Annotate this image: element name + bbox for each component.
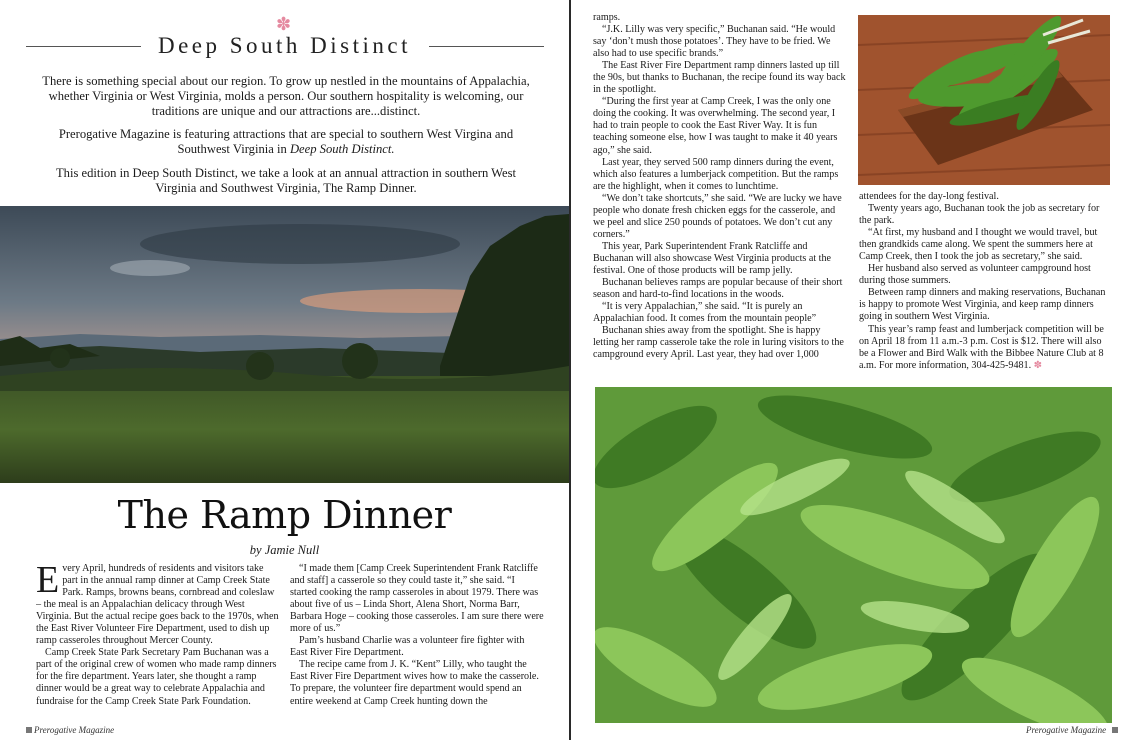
article-paragraph: Camp Creek State Park Secretary Pam Buchanan was a part of the original crew of women who made ramp dinners for the fire department. Years later, she thought a ramp dinner would be a great way to celebrate Appalachia and fundraise for the Camp Creek State Park Foundation. <box>36 647 277 707</box>
section-title: Deep South Distinct <box>157 33 412 58</box>
intro-paragraph-1: There is something special about our region. To grow up nestled in the mountains of Appalachia, whether Virginia or West Virginia, molds a person. Our southern hospitality is welcoming, our traditions are unique and our attractions are...distinct. <box>42 74 530 119</box>
article-paragraph: Her husband also served as volunteer campground host during those summers. <box>859 263 1091 287</box>
folio-square <box>26 727 32 733</box>
article-column-4 <box>859 191 1111 377</box>
article-paragraph: Last year, they served 500 ramp dinners during the event, which also features a lumberjack competition. But the ramps are the highlight, when it comes to lunchtime. <box>593 156 839 192</box>
flower-icon: ✽ <box>276 14 292 34</box>
article-paragraph: The recipe came from J. K. “Kent” Lilly, who taught the East River Fire Department wives how to make the casserole. To prepare, the volunteer fire department would spend an entire weekend at Camp Creek hunting down the <box>290 659 539 707</box>
article-paragraph: Between ramp dinners and making reservations, Buchanan is happy to promote West Virginia, and keep ramp dinners going in southern West Virginia. <box>859 287 1106 323</box>
article-paragraph: “At first, my husband and I thought we would travel, but then grandkids came along. We spent the summers here at Camp Creek, then I took the job as secretary,” she said. <box>859 227 1098 263</box>
drop-cap: E <box>36 563 60 601</box>
article-paragraph: “I made them [Camp Creek Superintendent Frank Ratcliffe and staff] a casserole so they could taste it,” she said. “I started cooking the ramp casseroles in about 1979. There was about five of us – Linda Short, Alena Short, Norma Barr, Barbara Hoge – cooking those casseroles. I am sure there were more of us.” <box>290 563 544 635</box>
article-column-2 <box>290 563 544 713</box>
ramp-leaves-photo <box>595 387 1112 723</box>
article-paragraph: “J.K. Lilly was very specific,” Buchanan said. “He would say ‘don’t mush those potatoes’. They have to be fried. We also had to use specific brands.” <box>593 24 836 60</box>
folio-square <box>1112 727 1118 733</box>
article-column-1 <box>36 563 280 713</box>
intro-paragraph-3: This edition in Deep South Distinct, we take a look at an annual attraction in southern West Virginia and Southwest Virginia, The Ramp Dinner. <box>55 166 517 196</box>
folio-right: Prerogative Magazine <box>1026 725 1107 735</box>
right-page <box>571 0 1139 740</box>
ramps-on-board-photo <box>858 15 1110 185</box>
article-paragraph: The East River Fire Department ramp dinners lasted up till the 90s, but thanks to Buchanan, the recipe found its way back in the spotlight. <box>593 60 846 96</box>
folio-left: Prerogative Magazine <box>34 725 115 735</box>
flower-icon: ✽ <box>1033 359 1043 371</box>
intro-italic-title: Deep South Distinct. <box>289 142 395 157</box>
article-column-3 <box>593 12 847 368</box>
article-paragraph: Buchanan believes ramps are popular because of their short season and hard-to-find locations in the woods. <box>593 277 843 301</box>
article-paragraph: “During the first year at Camp Creek, I was the only one doing the cooking. It was overwhelming. The second year, I had to train people to cook the East River Way. It is fun teaching someone else, how I was taught to make it 40 years ago,” she said. <box>593 96 838 156</box>
article-paragraph: “We don’t take shortcuts,” she said. “We are lucky we have people who donate fresh chicken eggs for the casserole, and we peel and slice 250 pounds of potatoes. We don’t cut any corners.” <box>593 192 842 240</box>
article-paragraph: Pam’s husband Charlie was a volunteer fire fighter with East River Fire Department. <box>290 635 525 659</box>
article-paragraph: ramps. <box>593 12 621 23</box>
intro-paragraph-2: Prerogative Magazine is featuring attractions that are special to southern West Virgina and Southwest Virginia in Deep South Distinct. <box>58 127 514 157</box>
article-paragraph: Every April, hundreds of residents and visitors take part in the annual ramp dinner at Camp Creek State Park. Ramps, browns beans, cornbread and coleslaw – the meal is an Appalachian delicacy through West Virginia. But the actual recipe goes back to the 1970s, when the East River Volunteer Fire Department, used to dish up ramp casseroles throughout Mercer County. <box>36 563 279 647</box>
article-paragraph: “It is very Appalachian,” she said. “It is purely an Appalachian food. It comes from the mountain people” <box>593 301 817 325</box>
left-page <box>0 0 569 740</box>
article-paragraph: Twenty years ago, Buchanan took the job as secretary for the park. <box>859 203 1100 227</box>
mountain-sunset-photo <box>0 206 569 483</box>
article-paragraph: This year, Park Superintendent Frank Ratcliffe and Buchanan will also showcase West Virginia products at the festival. One of those products will be ramp jelly. <box>593 240 831 276</box>
article-paragraph: Buchanan shies away from the spotlight. She is happy letting her ramp casserole take the role in luring visitors to the campground every April. Last year, they had over 1,000 <box>593 325 844 361</box>
article-paragraph: This year’s ramp feast and lumberjack competition will be on April 18 from 11 a.m.-3 p.m. Cost is $12. There will also be a Flower and Bird Walk with the Bibbee Nature Club at 8 a.m. For more information, 304-425-9481. ✽ <box>859 323 1104 371</box>
article-paragraph: attendees for the day-long festival. <box>859 191 999 202</box>
byline: by Jamie Null <box>249 543 320 557</box>
headline: The Ramp Dinner <box>117 493 452 537</box>
